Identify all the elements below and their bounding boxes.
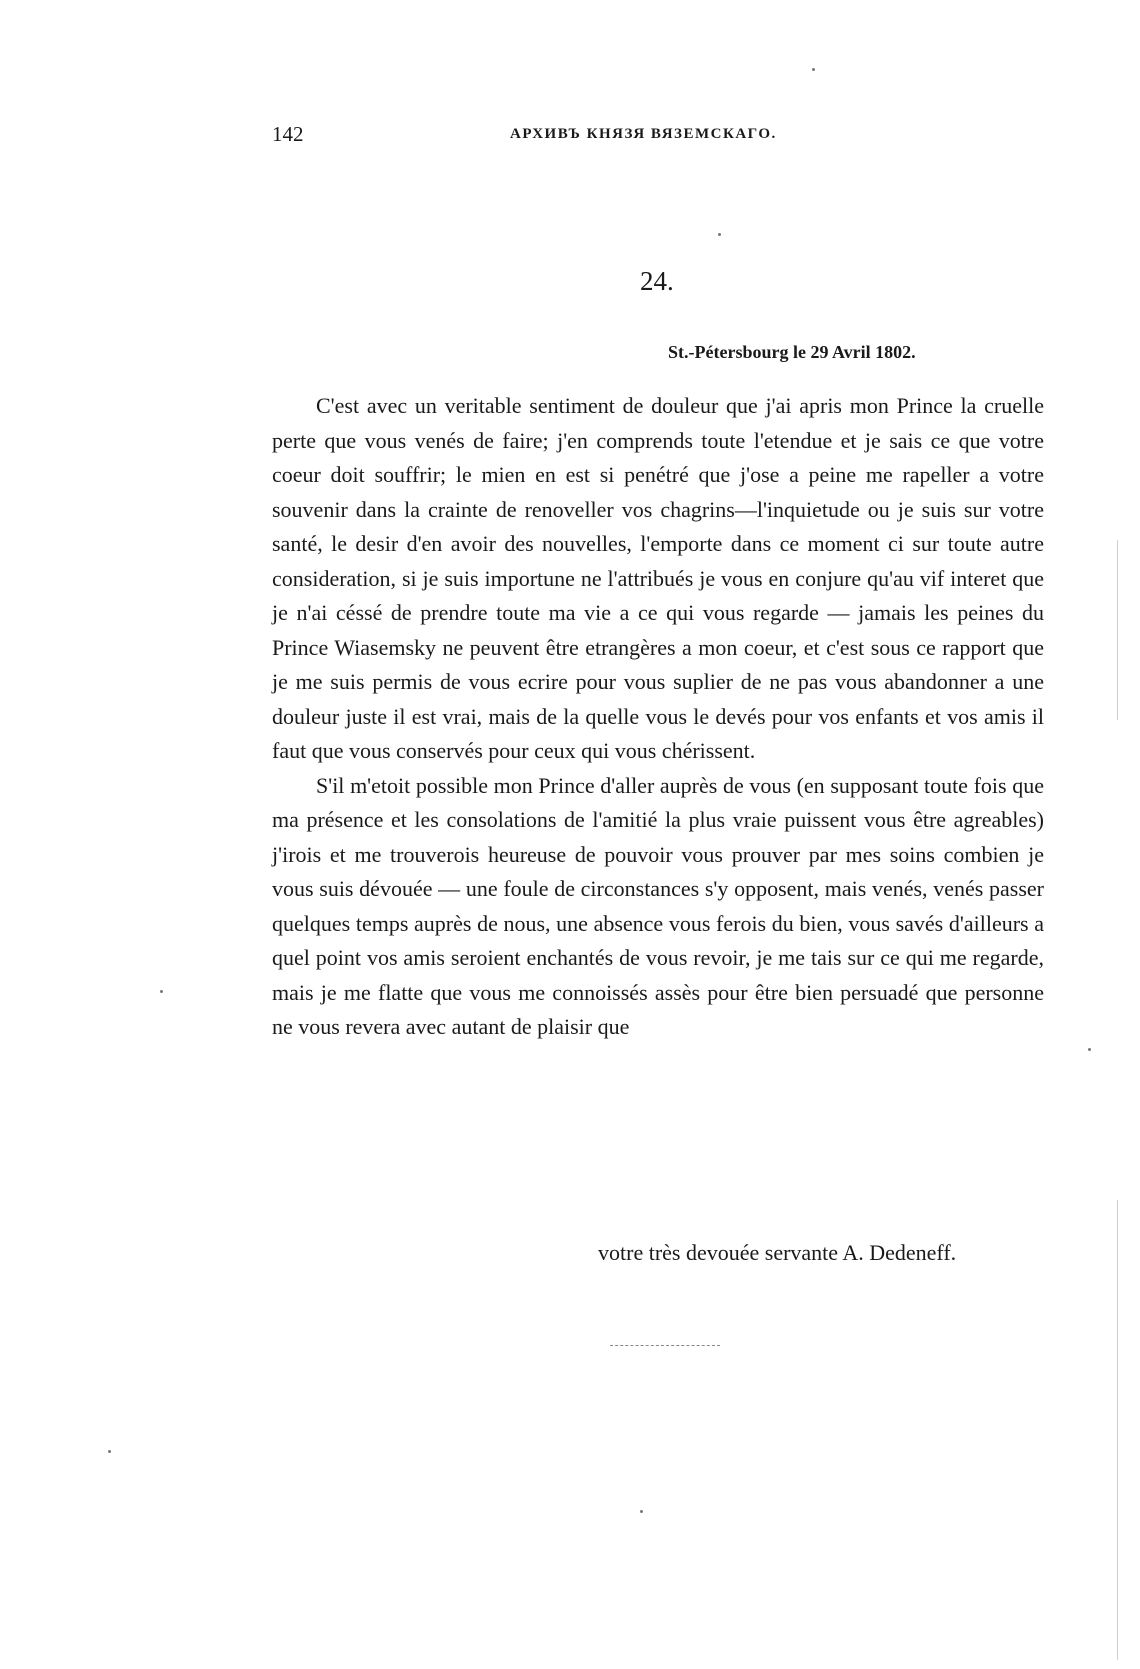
scan-speck bbox=[108, 1450, 111, 1453]
scan-speck bbox=[812, 68, 815, 71]
running-title: АРХИВЪ КНЯЗЯ ВЯЗЕМСКАГО. bbox=[510, 126, 777, 142]
page-number: 142 bbox=[272, 122, 304, 146]
letter-dateline: St.-Pétersbourg le 29 Avril 1802. bbox=[668, 342, 916, 362]
scan-margin-line bbox=[1117, 540, 1118, 720]
letter-paragraph-1: C'est avec un veritable sentiment de douleur que j'ai apris mon Prince la cruelle perte que vous venés de faire; j'en comprends toute l'etendue et je sais ce que votre coeur doit souffrir; le mien en est si penétré que j'ose a peine me rapeller a votre souvenir dans la crainte de renoveller vos chagrins—l'inquietude ou je suis sur votre santé, le desir d'en avoir des nouvelles, l'emporte dans ce moment ci sur toute autre consideration, si je suis importune ne l'attribués je vous en conjure qu'au vif interet que je n'ai céssé de prendre toute ma vie a ce qui vous regarde — jamais les peines du Prince Wiasemsky ne peuvent être etrangères a mon coeur, et c'est sous ce rapport que je me suis permis de vous ecrire pour vous suplier de ne pas vous abandonner a une douleur juste il est vrai, mais de la quelle vous le devés pour vos enfants et vos amis il faut que vous conservés pour ceux qui vous chérissent. bbox=[272, 393, 1044, 763]
scan-speck bbox=[1088, 1048, 1091, 1051]
letter-number: 24. bbox=[640, 266, 674, 296]
letter-signature: votre très devouée servante A. Dedeneff. bbox=[598, 1240, 957, 1265]
letter-paragraph-2: S'il m'etoit possible mon Prince d'aller auprès de vous (en supposant toute fois que ma présence et les consolations de l'amitié la plus vraie puissent vous être agreables) j'irois et me trouverois heureuse de pouvoir vous prouver par mes soins combien je vous suis dévouée — une foule de circonstances s'y opposent, mais venés, venés passer quelques temps auprès de nous, une absence vous ferois du bien, vous savés d'ailleurs a quel point vos amis seroient enchantés de vous revoir, je me tais sur ce qui me regarde, mais je me flatte que vous me connoissés assès pour être bien persuadé que personne ne vous revera avec autant de plaisir que bbox=[272, 772, 1044, 1039]
letter-body bbox=[272, 389, 1044, 1045]
section-end-rule bbox=[610, 1345, 720, 1346]
scan-speck bbox=[160, 990, 163, 993]
scan-margin-line bbox=[1117, 1200, 1118, 1660]
scan-speck bbox=[718, 233, 721, 236]
scan-speck bbox=[640, 1510, 643, 1513]
page-header bbox=[272, 122, 1032, 152]
